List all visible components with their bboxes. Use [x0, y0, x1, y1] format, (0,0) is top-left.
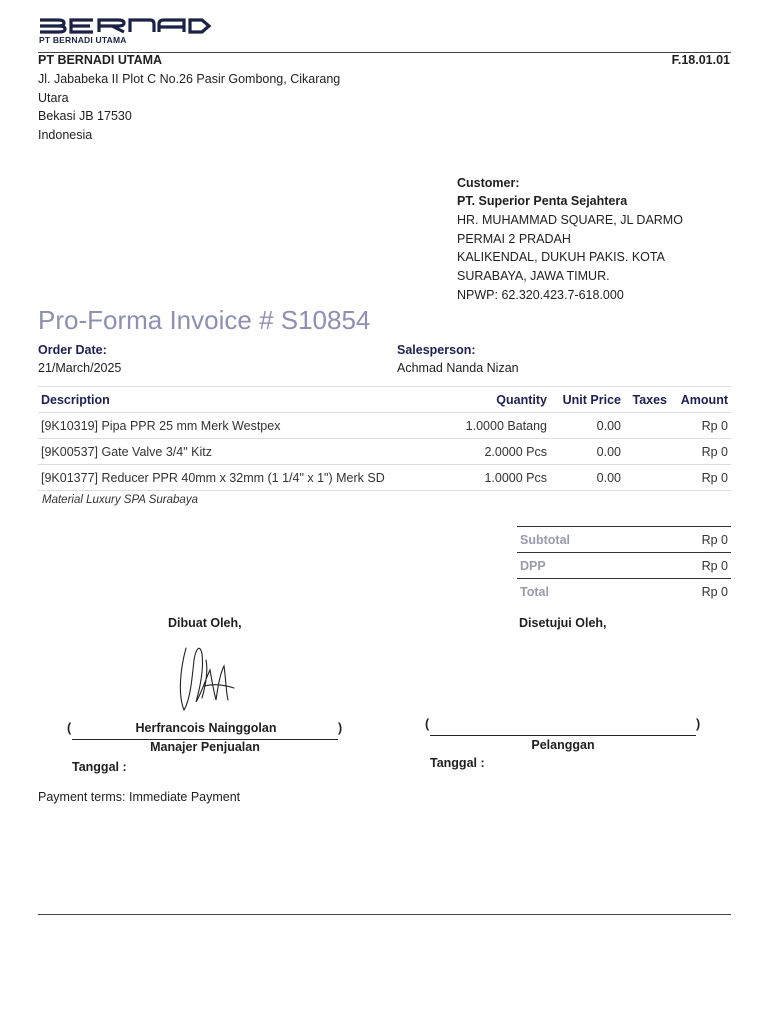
col-unit-price: Unit Price	[550, 387, 624, 413]
customer-label: Customer:	[457, 176, 520, 190]
col-quantity: Quantity	[394, 387, 550, 413]
table-header-row	[38, 387, 731, 413]
customer-address-line: PERMAI 2 PRADAH	[457, 232, 571, 246]
order-date-label: Order Date:	[38, 343, 107, 357]
paren-open: (	[425, 717, 430, 731]
company-address-line: Bekasi JB 17530	[38, 109, 132, 123]
company-logo	[38, 18, 213, 34]
col-description: Description	[38, 387, 394, 413]
company-address-line: Indonesia	[38, 128, 93, 142]
invoice-lines-table	[38, 386, 731, 491]
subtotal-row	[517, 527, 731, 553]
row-quantity: 1.0000 Pcs	[394, 465, 550, 491]
col-taxes: Taxes	[624, 387, 670, 413]
row-taxes	[624, 439, 670, 465]
creator-name: Herfrancois Nainggolan	[135, 721, 277, 735]
row-taxes	[624, 465, 670, 491]
customer-address-line: SURABAYA, JAWA TIMUR.	[457, 269, 610, 283]
customer-address-line: HR. MUHAMMAD SQUARE, JL DARMO	[457, 213, 683, 227]
row-unit-price: 0.00	[550, 465, 624, 491]
form-code: F.18.01.01	[671, 53, 730, 67]
row-quantity: 1.0000 Batang	[394, 413, 550, 439]
row-quantity: 2.0000 Pcs	[394, 439, 550, 465]
dpp-row	[517, 553, 731, 579]
table-row	[38, 465, 731, 491]
approver-title: Pelanggan	[531, 738, 595, 752]
signature-image	[176, 640, 238, 718]
payment-terms: Payment terms: Immediate Payment	[38, 790, 241, 804]
total-row	[517, 579, 731, 605]
table-row	[38, 439, 731, 465]
row-taxes	[624, 413, 670, 439]
approver-signature-line	[430, 735, 696, 736]
paren-close: )	[338, 721, 343, 735]
row-amount: Rp 0	[670, 465, 731, 491]
invoice-title: Pro-Forma Invoice # S10854	[38, 305, 371, 335]
order-note: Material Luxury SPA Surabaya	[42, 494, 198, 506]
order-date: 21/March/2025	[38, 361, 122, 375]
customer-npwp: NPWP: 62.320.423.7-618.000	[457, 288, 624, 302]
created-by-heading: Dibuat Oleh,	[168, 616, 242, 630]
subtotal-label: Subtotal	[517, 527, 653, 553]
table-row	[38, 413, 731, 439]
totals-table	[517, 526, 731, 604]
total-value: Rp 0	[653, 579, 731, 605]
row-amount: Rp 0	[670, 413, 731, 439]
dpp-label: DPP	[517, 553, 653, 579]
creator-date-label: Tanggal :	[72, 760, 127, 774]
row-amount: Rp 0	[670, 439, 731, 465]
footer-divider	[38, 914, 731, 915]
approved-by-heading: Disetujui Oleh,	[519, 616, 607, 630]
row-description: [9K00537] Gate Valve 3/4" Kitz	[38, 439, 394, 465]
creator-title: Manajer Penjualan	[150, 740, 260, 754]
company-address-line: Jl. Jababeka II Plot C No.26 Pasir Gombong, Cikarang	[38, 72, 341, 86]
row-description: [9K01377] Reducer PPR 40mm x 32mm (1 1/4" x 1") Merk SD	[38, 465, 394, 491]
subtotal-value: Rp 0	[653, 527, 731, 553]
col-amount: Amount	[670, 387, 731, 413]
salesperson-label: Salesperson:	[397, 343, 476, 357]
total-label: Total	[517, 579, 653, 605]
paren-open: (	[67, 721, 72, 735]
row-description: [9K10319] Pipa PPR 25 mm Merk Westpex	[38, 413, 394, 439]
company-name: PT BERNADI UTAMA	[38, 53, 163, 67]
approver-date-label: Tanggal :	[430, 756, 485, 770]
customer-name: PT. Superior Penta Sejahtera	[457, 194, 628, 208]
customer-address-line: KALIKENDAL, DUKUH PAKIS. KOTA	[457, 250, 665, 264]
row-unit-price: 0.00	[550, 439, 624, 465]
dpp-value: Rp 0	[653, 553, 731, 579]
company-address-line: Utara	[38, 91, 69, 105]
salesperson: Achmad Nanda Nizan	[397, 361, 519, 375]
paren-close: )	[696, 717, 701, 731]
row-unit-price: 0.00	[550, 413, 624, 439]
logo-subtitle: PT BERNADI UTAMA	[39, 35, 127, 45]
